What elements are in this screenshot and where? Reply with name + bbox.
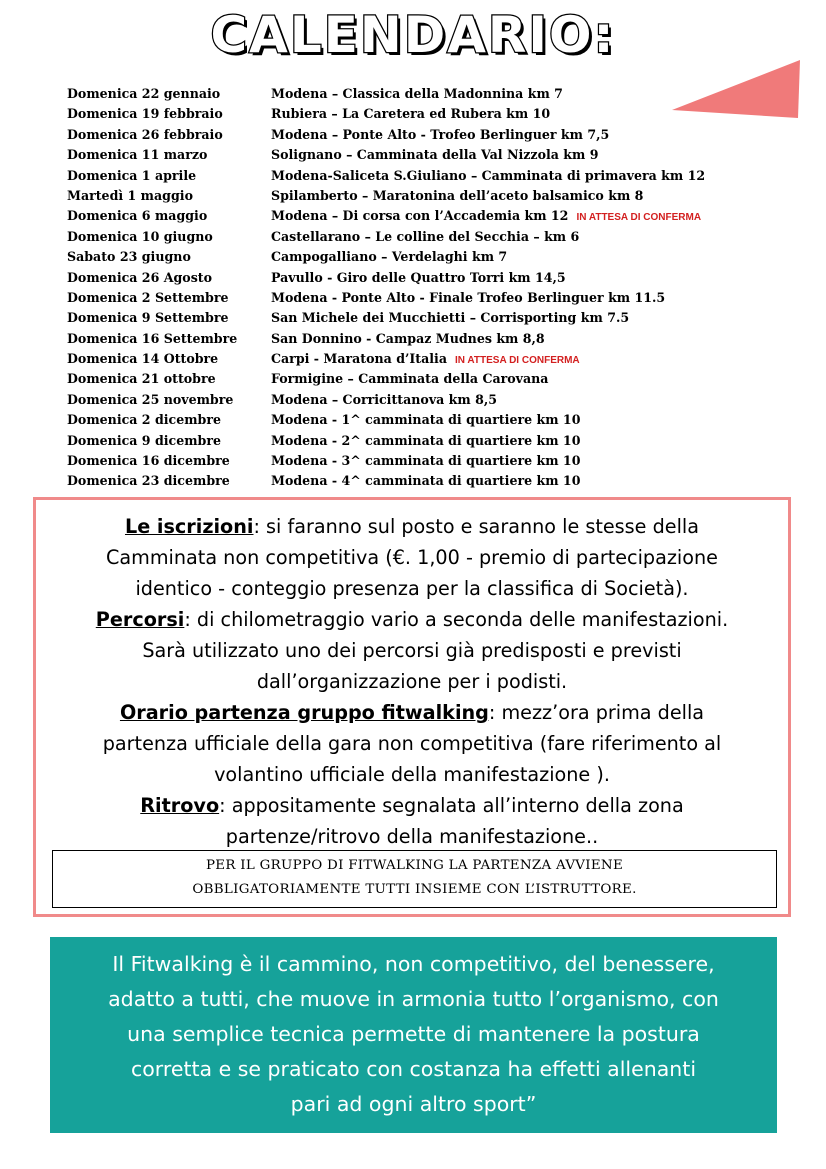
event-description: Carpi - Maratona d’Italia: [271, 351, 448, 367]
event-date: Domenica 11 marzo: [67, 147, 208, 163]
ritrovo-text: : appositamente segnalata all’interno della zona: [219, 794, 684, 817]
quote-line: adatto a tutti, che muove in armonia tutto l’organismo, con: [108, 987, 719, 1011]
event-description: Modena - 1^ camminata di quartiere km 10: [271, 412, 581, 428]
event-description: Rubiera – La Caretera ed Rubera km 10: [271, 106, 551, 122]
event-row: [67, 206, 787, 226]
event-date: Domenica 19 febbraio: [67, 106, 223, 122]
event-row: [67, 451, 787, 471]
event-row: [67, 308, 787, 328]
event-description: Campogalliano – Verdelaghi km 7: [271, 249, 508, 265]
event-date: Sabato 23 giugno: [67, 249, 191, 265]
event-date: Domenica 16 Settembre: [67, 330, 238, 346]
event-status-note: IN ATTESA DI CONFERMA: [455, 355, 580, 367]
event-description: Modena – Di corsa con l’Accademia km 12: [271, 208, 569, 224]
ritrovo-heading: Ritrovo: [140, 794, 220, 817]
quote-line: pari ad ogni altro sport”: [290, 1092, 537, 1116]
event-description: Modena – Ponte Alto - Trofeo Berlinguer km 7,5: [271, 126, 610, 142]
event-date: Domenica 1 aprile: [67, 167, 197, 183]
orario-heading: Orario partenza gruppo fitwalking: [119, 701, 489, 724]
event-description: San Michele dei Mucchietti – Corrisporting km 7.5: [271, 310, 630, 326]
event-description: Modena – Classica della Madonnina km 7: [271, 86, 563, 101]
event-description: Solignano – Camminata della Val Nizzola km 9: [271, 147, 599, 163]
event-description: Modena-Saliceta S.Giuliano – Camminata di primavera km 12: [271, 167, 706, 183]
info-box: [33, 497, 791, 917]
iscrizioni-paragraph: [36, 511, 788, 604]
percorsi-text: dall’organizzazione per i podisti.: [256, 670, 568, 693]
event-row: [67, 247, 787, 267]
event-row: [67, 369, 787, 389]
event-description: Modena - Ponte Alto - Finale Trofeo Berlinguer km 11.5: [271, 289, 666, 305]
event-date: Domenica 10 giugno: [67, 228, 213, 244]
event-date: Domenica 6 maggio: [67, 208, 208, 224]
iscrizioni-text: : si faranno sul posto e saranno le stesse della: [253, 515, 699, 538]
event-row: [67, 349, 787, 369]
event-row: [67, 431, 787, 451]
event-row: [67, 145, 787, 165]
event-date: Domenica 9 dicembre: [67, 432, 222, 448]
event-description: Modena – Corricittanova km 8,5: [271, 391, 498, 407]
event-row: [67, 125, 787, 145]
iscrizioni-heading: Le iscrizioni: [124, 515, 254, 538]
event-description: Modena - 2^ camminata di quartiere km 10: [271, 432, 581, 448]
event-description: Formigine – Camminata della Carovana: [271, 371, 549, 387]
event-description: San Donnino - Campaz Mudnes km 8,8: [271, 330, 545, 346]
event-row: [67, 329, 787, 349]
percorsi-text: Sarà utilizzato uno dei percorsi già predisposti e previsti: [142, 639, 682, 662]
event-status-note: IN ATTESA DI CONFERMA: [576, 212, 702, 224]
event-row: [67, 166, 787, 186]
percorsi-text: : di chilometraggio vario a seconda delle manifestazioni.: [184, 608, 729, 631]
event-date: Domenica 26 febbraio: [67, 126, 223, 142]
ritrovo-text: partenze/ritrovo della manifestazione..: [225, 825, 599, 848]
notice-line: PER IL GRUPPO DI FITWALKING LA PARTENZA AVVIENE: [205, 858, 624, 873]
iscrizioni-text: identico - conteggio presenza per la classifica di Società).: [135, 577, 689, 600]
event-date: Domenica 16 dicembre: [67, 453, 230, 469]
percorsi-paragraph: [36, 604, 788, 697]
event-row: [67, 471, 787, 491]
quote-line: corretta e se praticato con costanza ha effetti allenanti: [130, 1057, 697, 1081]
orario-text: partenza ufficiale della gara non competitiva (fare riferimento al: [102, 732, 722, 755]
event-row: [67, 410, 787, 430]
event-date: Domenica 14 Ottobre: [67, 351, 219, 367]
event-row: [67, 390, 787, 410]
event-date: Domenica 23 dicembre: [67, 473, 230, 489]
event-description: Pavullo - Giro delle Quattro Torri km 14,5: [271, 269, 566, 285]
event-row: [67, 104, 787, 124]
event-row: [67, 268, 787, 288]
page-title: CALENDARIO:: [210, 6, 616, 64]
event-description: Spilamberto – Maratonina dell’aceto balsamico km 8: [271, 187, 644, 203]
orario-text: volantino ufficiale della manifestazione ).: [214, 763, 610, 786]
orario-paragraph: [36, 697, 788, 790]
notice-line: OBBLIGATORIAMENTE TUTTI INSIEME CON L’ISTRUTTORE.: [192, 882, 637, 897]
ritrovo-paragraph: [36, 790, 788, 852]
fitwalking-notice-box: [52, 850, 777, 908]
event-date: Domenica 22 gennaio: [67, 86, 221, 101]
quote-line: una semplice tecnica permette di mantenere la postura: [127, 1022, 700, 1046]
orario-text: : mezz’ora prima della: [488, 701, 705, 724]
event-calendar-list: [67, 84, 787, 492]
event-date: Domenica 2 dicembre: [67, 412, 222, 428]
event-row: [67, 186, 787, 206]
percorsi-heading: Percorsi: [95, 608, 185, 631]
event-date: Martedì 1 maggio: [67, 187, 193, 203]
event-row: [67, 288, 787, 308]
event-date: Domenica 9 Settembre: [67, 310, 229, 326]
event-date: Domenica 25 novembre: [67, 391, 234, 407]
event-date: Domenica 21 ottobre: [67, 371, 216, 387]
event-description: Modena - 3^ camminata di quartiere km 10: [271, 453, 581, 469]
event-description: Modena - 4^ camminata di quartiere km 10: [271, 473, 581, 489]
iscrizioni-text: Camminata non competitiva (€. 1,00 - premio di partecipazione: [106, 546, 718, 569]
event-row: [67, 84, 787, 104]
event-date: Domenica 26 Agosto: [67, 269, 213, 285]
event-date: Domenica 2 Settembre: [67, 289, 229, 305]
quote-line: Il Fitwalking è il cammino, non competitivo, del benessere,: [112, 952, 715, 976]
event-row: [67, 227, 787, 247]
event-description: Castellarano – Le colline del Secchia – km 6: [271, 228, 580, 244]
fitwalking-quote-box: [50, 937, 777, 1133]
